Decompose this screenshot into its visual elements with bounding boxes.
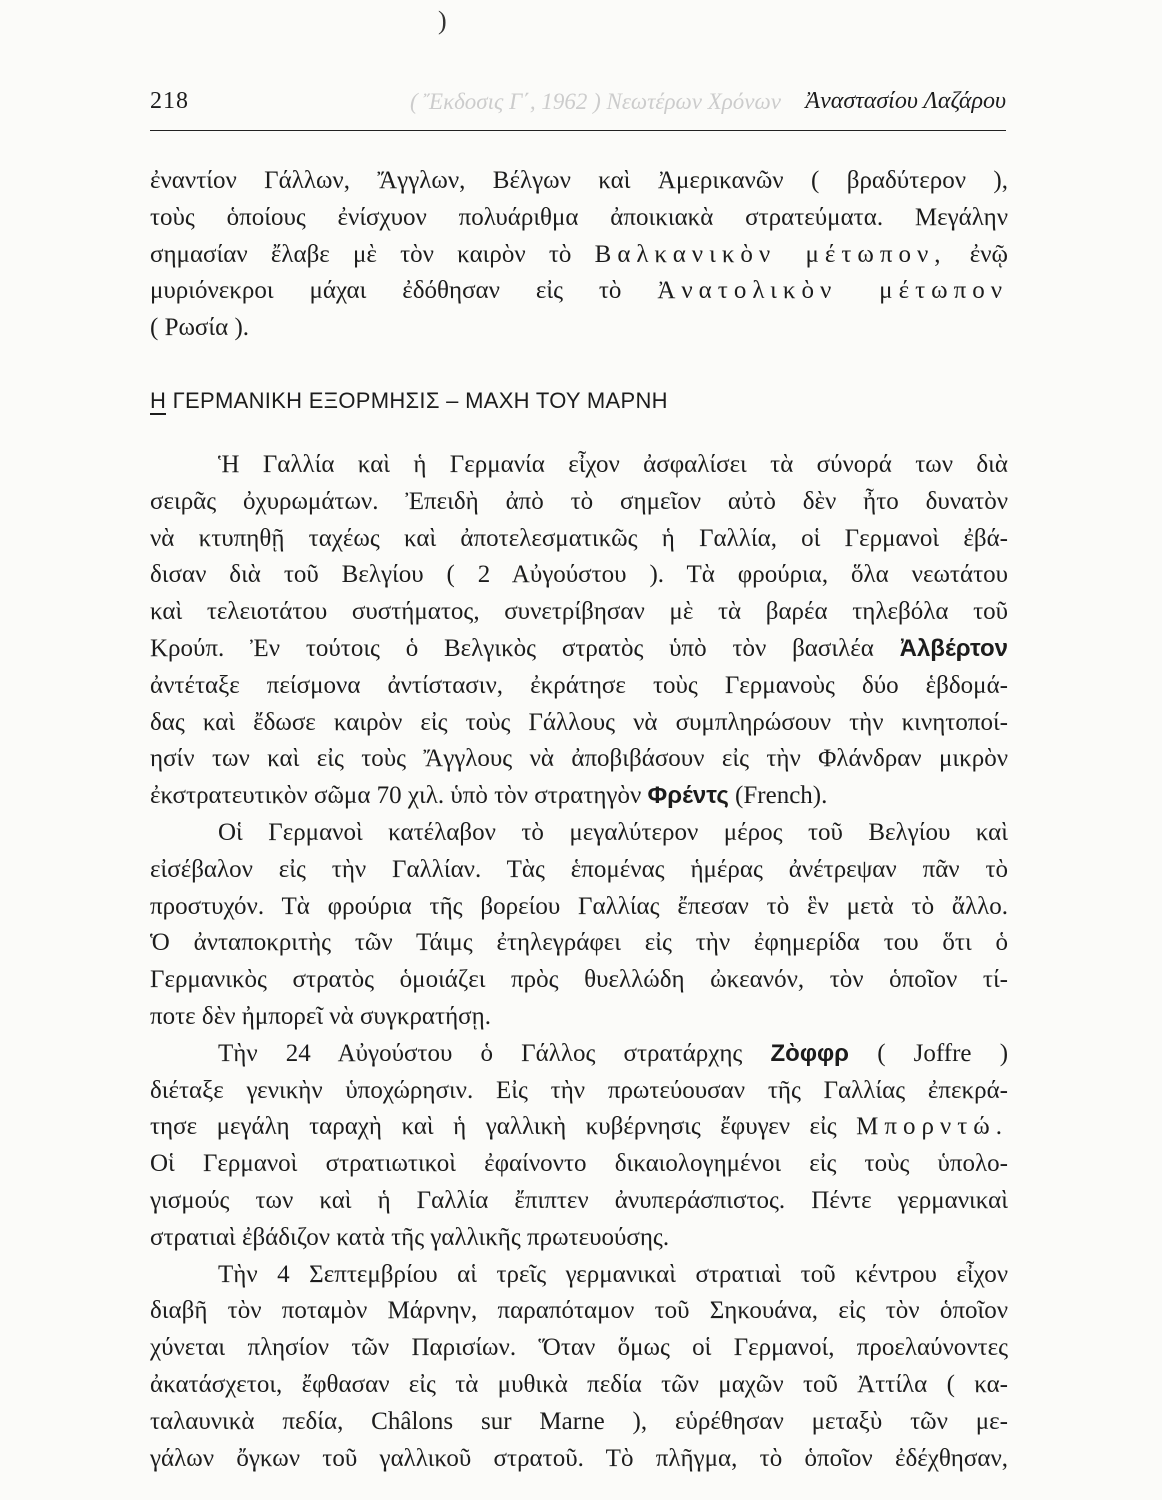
text-line: δισαν διὰ τοῦ Βελγίου ( 2 Αὐγούστου ). Τὰ φρούρια, ὅλα νεωτάτου [150,561,1008,589]
bold-name: Ἀλβέρτον [899,634,1008,662]
text-line: νὰ κτυπηθῇ ταχέως καὶ ἀποτελεσματικῶς ἡ Γαλλία, οἱ Γερμανοὶ ἐβά- [150,524,1008,552]
bleed-through-text: ( Ἔκδοσις Γ΄, 1962 ) Νεωτέρων Χρόνων [410,89,781,114]
text-line: ( Ρωσία ). [150,314,250,342]
page-header [150,88,1006,131]
text-line: Γερμανικὸς στρατὸς ὁμοιάζει πρὸς θυελλώδη ὠκεανόν, τὸν ὁποῖον τί- [150,966,1008,994]
text-run: Τὴν 24 Αὐγούστου ὁ Γάλλος στρατάρχης [218,1039,743,1067]
text-line: ταλαυνικὰ πεδία, Châlons sur Marne ), εὑρέθησαν μεταξὺ τῶν με- [150,1407,1008,1435]
text-run: τησε μεγάλη ταραχὴ καὶ ἡ γαλλικὴ κυβέρνησις ἔφυγεν εἰς [150,1113,837,1141]
text-line: χύνεται πλησίον τῶν Παρισίων. Ὅταν ὅμως οἱ Γερμανοί, προελαύνοντες [150,1334,1008,1362]
spaced-emphasis: Ἀνατολικὸν μέτωπον [657,277,1008,305]
text-line [150,1109,1008,1146]
text-line: διέταξε γενικὴν ὑποχώρησιν. Εἰς τὴν πρωτεύουσαν τῆς Γαλλίας ἐπεκρά- [150,1076,1008,1104]
section-heading [150,381,1008,421]
bold-name: Φρέντς [647,782,729,810]
text-run: μυριόνεκροι μάχαι ἐδόθησαν εἰς τὸ [150,277,622,305]
text-run: Κρούπ. Ἐν τούτοις ὁ Βελγικὸς στρατὸς ὑπὸ τὸν βασιλέα [150,634,874,662]
text-line: γάλων ὄγκων τοῦ γαλλικοῦ στρατοῦ. Τὸ πλῆγμα, τὸ ὁποῖον ἐδέχθησαν, [150,1444,1008,1472]
text-line: προστυχόν. Τὰ φρούρια τῆς βορείου Γαλλίας ἔπεσαν τὸ ἓν μετὰ τὸ ἄλλο. [150,892,1008,920]
text-run: σημασίαν ἔλαβε μὲ τὸν καιρὸν τὸ [150,240,572,268]
text-line: ἐναντίον Γάλλων, Ἄγγλων, Βέλγων καὶ Ἀμερικανῶν ( βραδύτερον ), [150,167,1008,194]
heading-text: ΓΕΡΜΑΝΙΚΗ ΕΞΟΡΜΗΣΙΣ – ΜΑΧΗ ΤΟΥ ΜΑΡΝΗ [166,387,668,413]
text-line: Οἱ Γερμανοὶ στρατιωτικοὶ ἐφαίνοντο δικαιολογημένοι εἰς τοὺς ὑπολο- [150,1150,1008,1178]
text-line: ἀκατάσχετοι, ἔφθασαν εἰς τὰ μυθικὰ πεδία τῶν μαχῶν τοῦ Ἀττίλα ( κα- [150,1370,1008,1398]
page-number: 218 [150,88,189,114]
text-line: Ὁ ἀνταποκριτὴς τῶν Τάιμς ἐτηλεγράφει εἰς τὴν ἐφημερίδα του ὅτι ὁ [150,929,1008,957]
paragraph-intro [150,163,1008,347]
text-line: γισμούς των καὶ ἡ Γαλλία ἔπιπτεν ἀνυπεράσπιστος. Πέντε γερμανικαὶ [150,1186,1008,1214]
text-line: Ἡ Γαλλία καὶ ἡ Γερμανία εἶχον ἀσφαλίσει τὰ σύνορά των διὰ [218,450,1008,478]
text-run: (French). [735,782,828,810]
text-line: σειρᾶς ὀχυρωμάτων. Ἐπειδὴ ἀπὸ τὸ σημεῖον αὐτὸ δὲν ἦτο δυνατὸν [150,487,1008,515]
text-line: δας καὶ ἔδωσε καιρὸν εἰς τοὺς Γάλλους νὰ συμπληρώσουν τὴν κινητοποί- [150,708,1008,736]
text-line: Τὴν 4 Σεπτεμβρίου αἱ τρεῖς γερμανικαὶ στρατιαὶ τοῦ κέντρου εἶχον [218,1260,1008,1288]
text-line: ποτε δὲν ἠμπορεῖ νὰ συγκρατήσῃ. [150,1002,491,1030]
heading-initial: Η [150,387,167,413]
text-run: ἐνῷ [969,240,1009,268]
text-run: ( Joffre ) [877,1039,1009,1067]
text-line: στρατιαὶ ἐβάδιζον κατὰ τῆς γαλλικῆς πρωτευούσης. [150,1223,670,1251]
paragraph-marne [150,1257,1008,1478]
paragraph-invasion [150,447,1008,815]
text-line: ἀντέταξε πείσμονα ἀντίστασιν, ἐκράτησε τοὺς Γερμανοὺς δύο ἑβδομά- [150,671,1008,699]
bold-name: Ζὸφφρ [770,1039,850,1067]
text-line: καὶ τελειοτάτου συστήματος, συνετρίβησαν μὲ τὰ βαρέα τηλεβόλα τοῦ [150,598,1008,626]
text-line: Οἱ Γερμανοὶ κατέλαβον τὸ μεγαλύτερον μέρος τοῦ Βελγίου καὶ [218,818,1008,846]
paragraph-advance [150,815,1008,1036]
text-line: τοὺς ὁποίους ἐνίσχυον πολυάριθμα ἀποικιακὰ στρατεύματα. Μεγάλην [150,203,1008,231]
spaced-emphasis: Βαλκανικὸν μέτωπον, [594,240,947,268]
running-head: Ἀναστασίου Λαζάρου [805,88,1006,114]
text-line [150,778,1008,815]
text-line [150,1036,1008,1073]
text-line: διαβῆ τὸν ποταμὸν Μάρνην, παραπόταμον τοῦ Σηκουάνα, εἰς τὸν ὁποῖον [150,1297,1008,1325]
text-line [150,273,1008,310]
text-line [150,237,1008,274]
text-run: ἐκστρατευτικὸν σῶμα 70 χιλ. ὑπὸ τὸν στρατηγὸν [150,782,642,810]
text-line [150,631,1008,668]
page-body [150,163,1008,1477]
text-line: εἰσέβαλον εἰς τὴν Γαλλίαν. Τὰς ἑπομένας ἡμέρας ἀνέτρεψαν πᾶν τὸ [150,855,1008,883]
spaced-emphasis: Μπορντώ. [856,1113,1008,1141]
paragraph-retreat [150,1036,1008,1257]
text-line: ησίν των καὶ εἰς τοὺς Ἄγγλους νὰ ἀποβιβάσουν εἰς τὴν Φλάνδραν μικρὸν [150,745,1008,773]
scan-mark: ) [438,6,447,35]
